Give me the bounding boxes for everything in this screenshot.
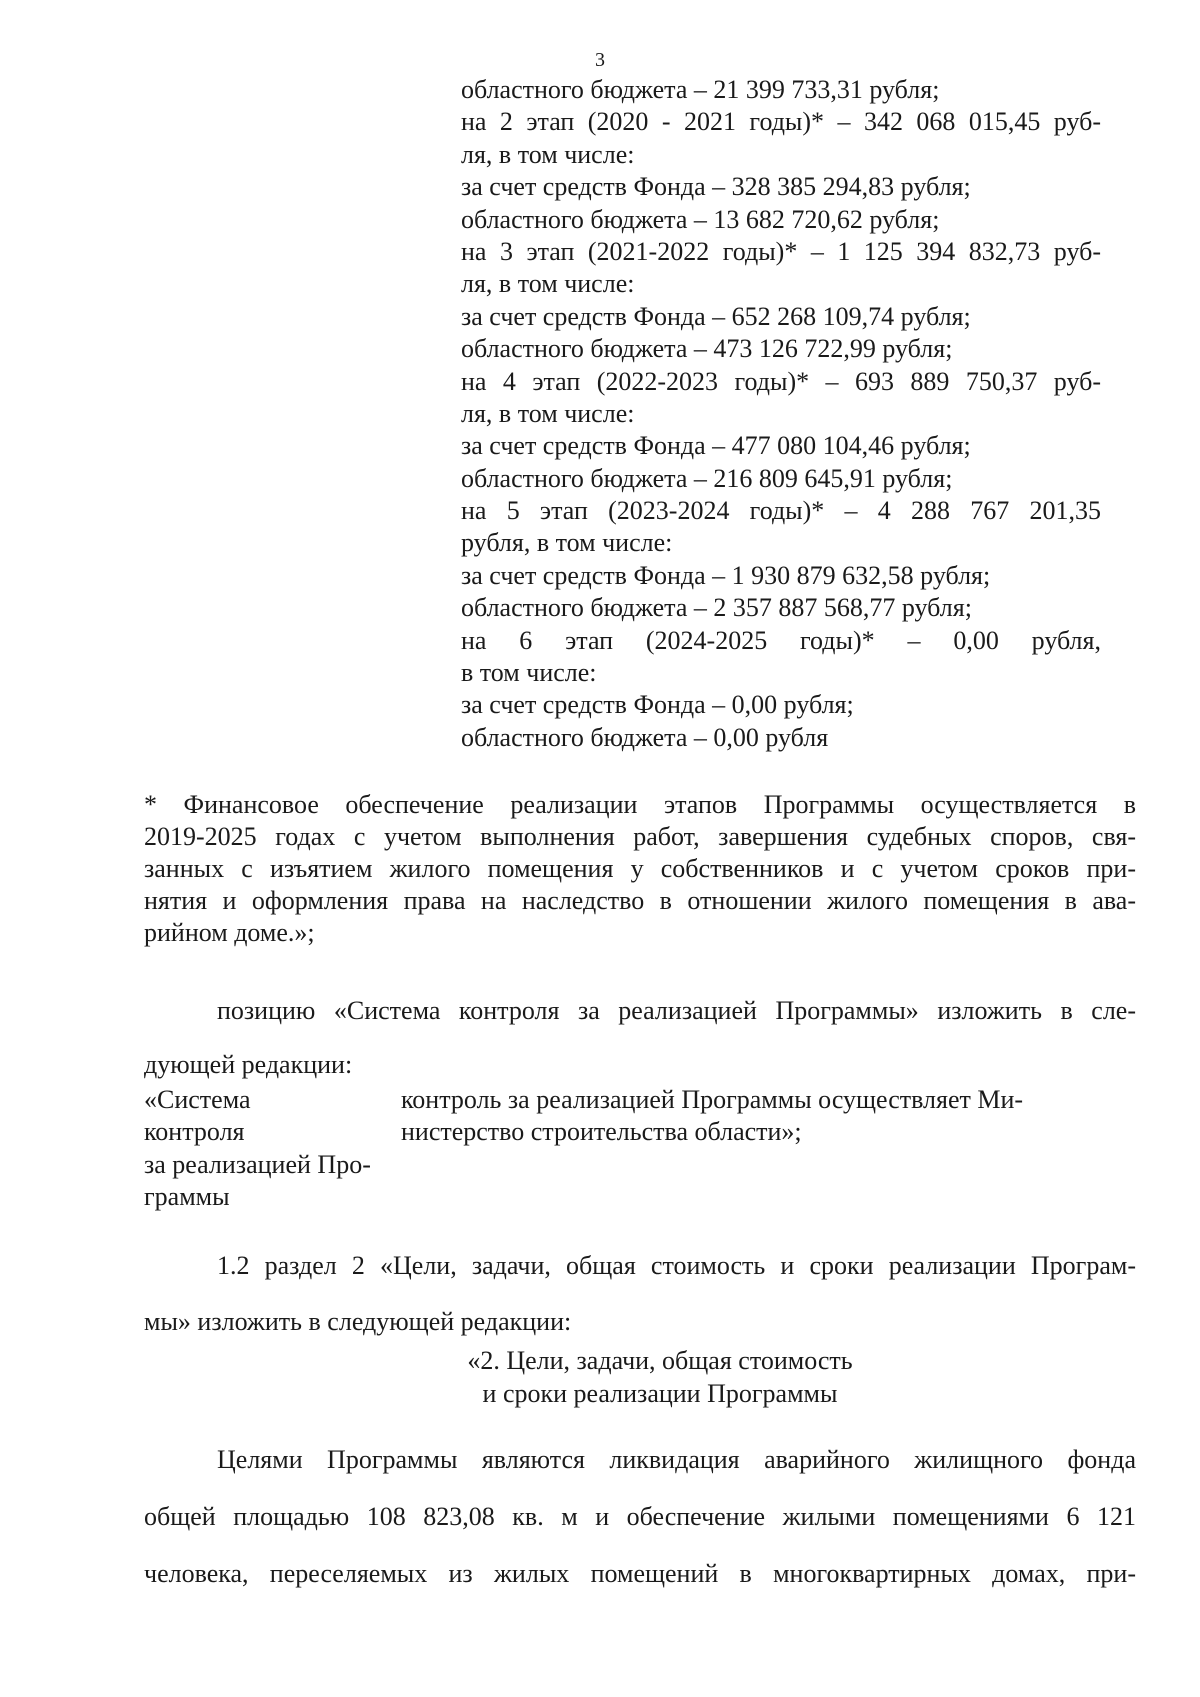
financing-line: ля, в том числе: bbox=[461, 398, 635, 428]
financing-line: областного бюджета – 13 682 720,62 рубля; bbox=[461, 204, 940, 234]
financing-line: на 2 этап (2020 - 2021 годы)* – 342 068 015,45 руб- bbox=[461, 107, 1101, 137]
footnote-line: занных с изъятием жилого помещения у собственников и с учетом сроков при- bbox=[144, 854, 1136, 883]
position-label-line: граммы bbox=[144, 1182, 230, 1212]
financing-line: на 5 этап (2023-2024 годы)* – 4 288 767 201,35 bbox=[461, 496, 1101, 526]
position-value-line: контроль за реализацией Программы осуществляет Ми- bbox=[401, 1085, 1024, 1114]
paragraph-line: Целями Программы являются ликвидация аварийного жилищного фонда bbox=[217, 1445, 1136, 1474]
section-heading-line: «2. Цели, задачи, общая стоимость bbox=[467, 1346, 853, 1375]
section-heading-line: и сроки реализации Программы bbox=[482, 1379, 838, 1408]
page-number: 3 bbox=[595, 49, 605, 71]
paragraph-section-edit bbox=[144, 1238, 1136, 1350]
position-label-line: за реализацией Про- bbox=[144, 1149, 371, 1179]
paragraph-goals bbox=[144, 1431, 1136, 1602]
financing-line: ля, в том числе: bbox=[461, 139, 635, 169]
financing-line: за счет средств Фонда – 652 268 109,74 рубля; bbox=[461, 301, 971, 331]
paragraph-line: 1.2 раздел 2 «Цели, задачи, общая стоимость и сроки реализации Програм- bbox=[217, 1251, 1136, 1280]
footnote-line: * Финансовое обеспечение реализации этапов Программы осуществляется в bbox=[144, 790, 1136, 819]
paragraph-line: позицию «Система контроля за реализацией Программы» изложить в сле- bbox=[217, 996, 1136, 1025]
position-value-line: нистерство строительства области»; bbox=[401, 1117, 802, 1147]
financing-line: областного бюджета – 2 357 887 568,77 рубля; bbox=[461, 593, 972, 623]
paragraph-line: дующей редакции: bbox=[144, 1050, 353, 1079]
footnote-line: рийном доме.»; bbox=[144, 918, 315, 947]
financing-line: на 4 этап (2022-2023 годы)* – 693 889 750,37 руб- bbox=[461, 366, 1101, 396]
paragraph-line: человека, переселяемых из жилых помещений в многоквартирных домах, при- bbox=[144, 1559, 1136, 1588]
financing-line: областного бюджета – 473 126 722,99 рубля; bbox=[461, 334, 953, 364]
footnote-line: нятия и оформления права на наследство в отношении жилого помещения в ава- bbox=[144, 886, 1136, 915]
position-value bbox=[401, 1084, 1136, 1149]
financing-line: за счет средств Фонда – 328 385 294,83 рубля; bbox=[461, 172, 971, 202]
footnote-line: 2019-2025 годах с учетом выполнения работ, завершения судебных споров, свя- bbox=[144, 822, 1136, 851]
financing-line: областного бюджета – 0,00 рубля bbox=[461, 722, 829, 752]
financing-line: рубля, в том числе: bbox=[461, 528, 673, 558]
section-heading bbox=[350, 1344, 970, 1410]
financing-line: областного бюджета – 216 809 645,91 рубля; bbox=[461, 463, 953, 493]
financing-line: областного бюджета – 21 399 733,31 рубля; bbox=[461, 75, 940, 104]
financing-breakdown bbox=[461, 74, 1101, 754]
financing-line: ля, в том числе: bbox=[461, 269, 635, 299]
financing-line: на 3 этап (2021-2022 годы)* – 1 125 394 832,73 руб- bbox=[461, 236, 1101, 266]
financing-line: за счет средств Фонда – 0,00 рубля; bbox=[461, 690, 854, 720]
position-label-line: контроля bbox=[144, 1117, 245, 1147]
paragraph-line: мы» изложить в следующей редакции: bbox=[144, 1307, 572, 1336]
financing-line: в том числе: bbox=[461, 658, 597, 688]
paragraph-control-position bbox=[144, 984, 1136, 1092]
financing-line: за счет средств Фонда – 477 080 104,46 рубля; bbox=[461, 431, 971, 461]
position-label-line: «Система bbox=[144, 1085, 251, 1114]
financing-line: на 6 этап (2024-2025 годы)* – 0,00 рубля, bbox=[461, 625, 1101, 655]
footnote bbox=[144, 789, 1136, 949]
financing-line: за счет средств Фонда – 1 930 879 632,58 рубля; bbox=[461, 560, 991, 590]
position-label bbox=[144, 1084, 394, 1214]
paragraph-line: общей площадью 108 823,08 кв. м и обеспечение жилыми помещениями 6 121 bbox=[144, 1502, 1136, 1531]
